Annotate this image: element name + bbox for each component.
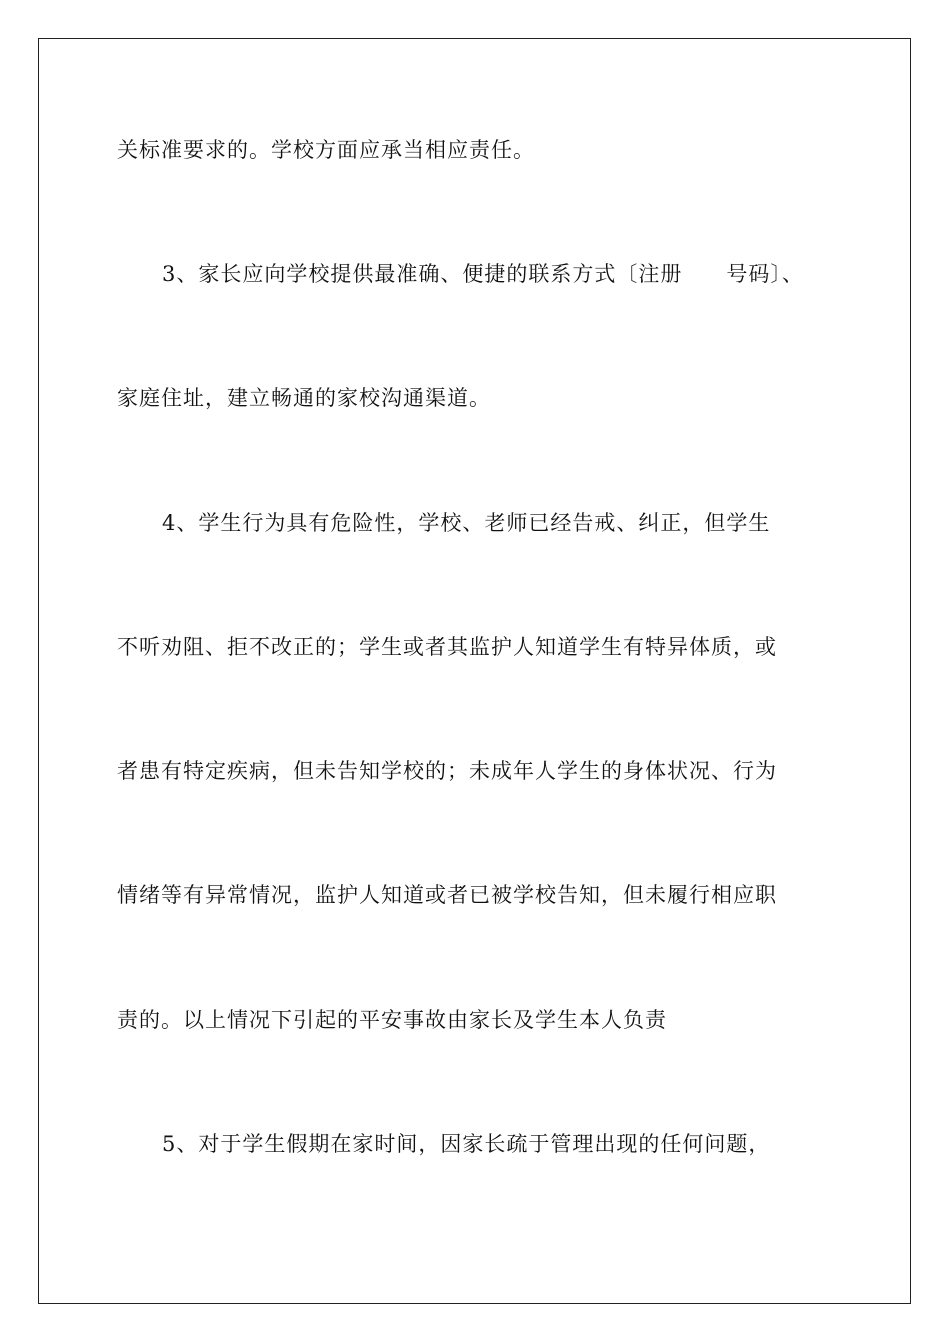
paragraph-line: 不听劝阻、拒不改正的；学生或者其监护人知道学生有特异体质，或: [117, 635, 777, 659]
paragraph-line: 家庭住址，建立畅通的家校沟通渠道。: [117, 386, 491, 410]
paragraph-line: 情绪等有异常情况，监护人知道或者已被学校告知，但未履行相应职: [117, 883, 777, 907]
paragraph-line: 关标准要求的。学校方面应承当相应责任。: [117, 138, 535, 162]
paragraph-line: 责的。以上情况下引起的平安事故由家长及学生本人负责: [117, 1008, 667, 1032]
paragraph-line: 者患有特定疾病，但未告知学校的；未成年人学生的身体状况、行为: [117, 759, 777, 783]
paragraph-line: 5、对于学生假期在家时间，因家长疏于管理出现的任何问题，: [162, 1132, 771, 1156]
page-border: [38, 38, 911, 1304]
paragraph-line: 4、学生行为具有危险性，学校、老师已经告戒、纠正，但学生: [162, 511, 771, 535]
paragraph-line: 3、家长应向学校提供最准确、便捷的联系方式〔注册 号码〕、: [162, 262, 804, 286]
